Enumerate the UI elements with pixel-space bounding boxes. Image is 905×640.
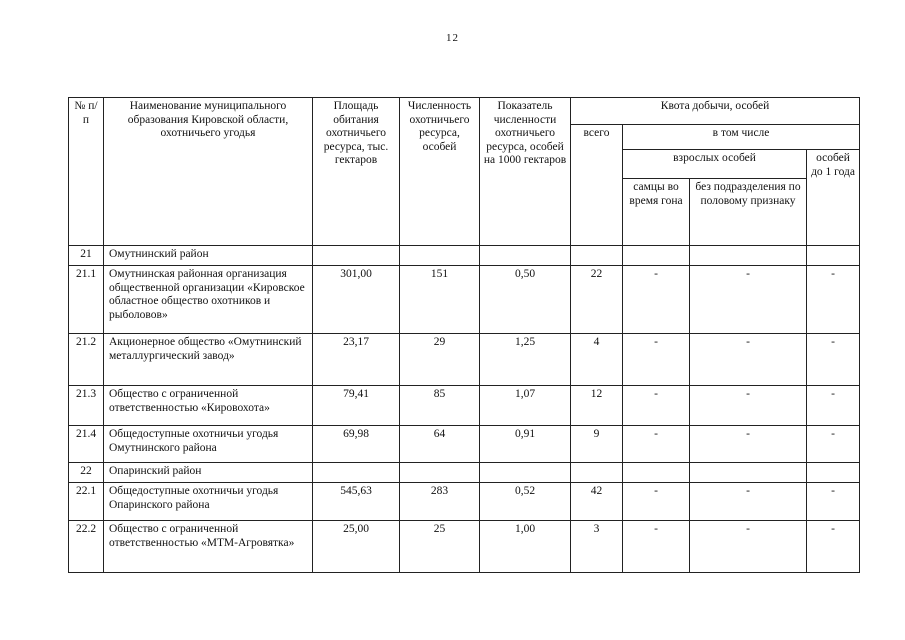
row-males-rut: - xyxy=(623,266,690,334)
header-area: Площадь обитания охотничьего ресурса, тыс. гектаров xyxy=(313,98,400,246)
row-area: 69,98 xyxy=(313,426,400,463)
header-name: Наименование муниципального образования Кировской области, охотничьего угодья xyxy=(104,98,313,246)
header-population: Численность охотничьего ресурса, особей xyxy=(400,98,480,246)
row-index: 1,25 xyxy=(480,334,571,386)
table-row xyxy=(69,386,860,426)
quota-table xyxy=(68,97,860,573)
row-males-rut: - xyxy=(623,521,690,573)
row-under-one: - xyxy=(807,266,860,334)
row-area: 79,41 xyxy=(313,386,400,426)
row-males-rut: - xyxy=(623,426,690,463)
table-row xyxy=(69,463,860,483)
row-total: 3 xyxy=(571,521,623,573)
row-name: Опаринский район xyxy=(104,463,313,483)
row-name: Омутнинский район xyxy=(104,246,313,266)
row-index: 0,52 xyxy=(480,483,571,521)
row-index: 1,00 xyxy=(480,521,571,573)
row-num: 21.3 xyxy=(69,386,104,426)
row-no-sex: - xyxy=(690,266,807,334)
row-name: Омутнинская районная организация общественной организации «Кировское областное общество охотников и рыболовов» xyxy=(104,266,313,334)
table-row xyxy=(69,521,860,573)
row-area: 545,63 xyxy=(313,483,400,521)
table-row xyxy=(69,334,860,386)
row-under-one: - xyxy=(807,386,860,426)
table-row xyxy=(69,266,860,334)
row-num: 22.2 xyxy=(69,521,104,573)
row-num: 22 xyxy=(69,463,104,483)
row-under-one: - xyxy=(807,521,860,573)
header-under-one: особей до 1 года xyxy=(807,150,860,246)
row-total: 9 xyxy=(571,426,623,463)
row-population: 29 xyxy=(400,334,480,386)
row-area: 23,17 xyxy=(313,334,400,386)
row-total: 22 xyxy=(571,266,623,334)
row-index: 0,50 xyxy=(480,266,571,334)
header-no-sex: без подразделения по половому признаку xyxy=(690,179,807,246)
table-row xyxy=(69,483,860,521)
row-total: 4 xyxy=(571,334,623,386)
row-population: 283 xyxy=(400,483,480,521)
header-males-rut: самцы во время гона xyxy=(623,179,690,246)
row-no-sex: - xyxy=(690,426,807,463)
header-adults: взрослых особей xyxy=(623,150,807,179)
row-no-sex: - xyxy=(690,334,807,386)
row-population: 64 xyxy=(400,426,480,463)
row-under-one: - xyxy=(807,334,860,386)
row-num: 22.1 xyxy=(69,483,104,521)
row-total: 12 xyxy=(571,386,623,426)
row-population: 151 xyxy=(400,266,480,334)
row-males-rut: - xyxy=(623,386,690,426)
row-area: 301,00 xyxy=(313,266,400,334)
row-area: 25,00 xyxy=(313,521,400,573)
row-name: Общество с ограниченной ответственностью «Кировохота» xyxy=(104,386,313,426)
row-no-sex: - xyxy=(690,483,807,521)
row-under-one: - xyxy=(807,483,860,521)
row-index: 0,91 xyxy=(480,426,571,463)
header-quota: Квота добычи, особей xyxy=(571,98,860,125)
row-name: Общедоступные охотничьи угодья Опаринского района xyxy=(104,483,313,521)
row-name: Общество с ограниченной ответственностью «МТМ-Агровятка» xyxy=(104,521,313,573)
row-num: 21.1 xyxy=(69,266,104,334)
header-including: в том числе xyxy=(623,125,860,150)
header-total: всего xyxy=(571,125,623,246)
row-no-sex: - xyxy=(690,521,807,573)
row-index: 1,07 xyxy=(480,386,571,426)
row-total: 42 xyxy=(571,483,623,521)
row-males-rut: - xyxy=(623,334,690,386)
table-row xyxy=(69,246,860,266)
table-row xyxy=(69,426,860,463)
header-index: Показатель численности охотничьего ресурса, особей на 1000 гектаров xyxy=(480,98,571,246)
row-name: Общедоступные охотничьи угодья Омутнинского района xyxy=(104,426,313,463)
row-population: 85 xyxy=(400,386,480,426)
page-number: 12 xyxy=(446,32,459,44)
row-num: 21.2 xyxy=(69,334,104,386)
row-population: 25 xyxy=(400,521,480,573)
row-males-rut: - xyxy=(623,483,690,521)
row-no-sex: - xyxy=(690,386,807,426)
row-num: 21.4 xyxy=(69,426,104,463)
table-body xyxy=(69,246,860,573)
header-num: № п/п xyxy=(69,98,104,246)
row-under-one: - xyxy=(807,426,860,463)
row-name: Акционерное общество «Омутнинский металлургический завод» xyxy=(104,334,313,386)
row-num: 21 xyxy=(69,246,104,266)
